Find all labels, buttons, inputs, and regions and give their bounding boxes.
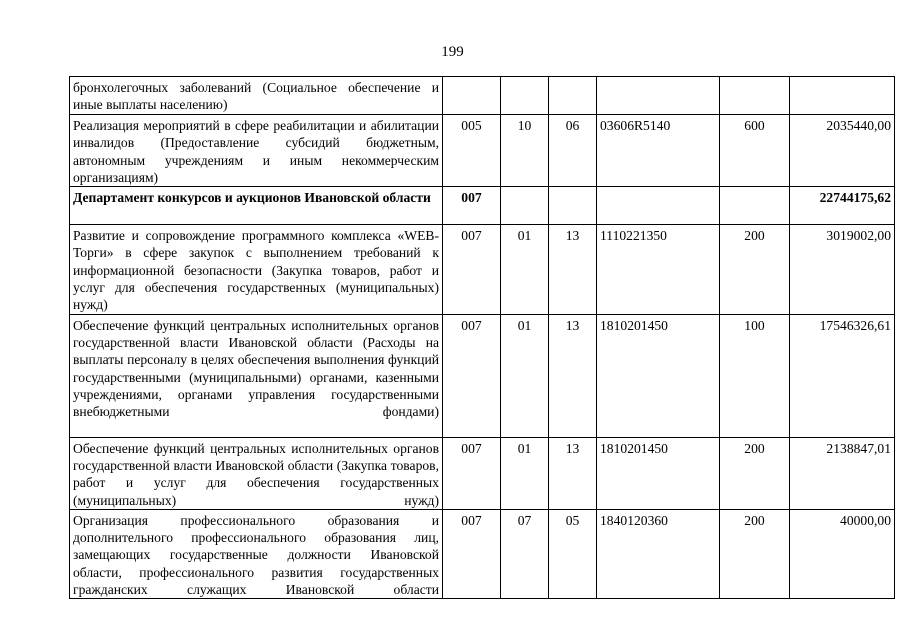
budget-table: [69, 76, 895, 599]
row-section-code: 10: [501, 115, 549, 187]
row-subsection-code: 13: [549, 314, 597, 437]
row-description: Развитие и сопровождение программного комплекса «WEB-Торги» в сфере закупок с выполнением требований к информационной безопасности (Закупка товаров, работ и услуг для обеспечения государственных (муниципальных) нужд): [70, 225, 443, 314]
row-target-code: 1810201450: [597, 437, 720, 509]
row-amount: 40000,00: [790, 509, 895, 598]
row-ministry-code: 007: [443, 225, 501, 314]
table-row: [70, 187, 895, 225]
row-amount: 17546326,61: [790, 314, 895, 437]
row-ministry-code: 007: [443, 509, 501, 598]
row-subsection-code: [549, 187, 597, 225]
row-target-code: 1810201450: [597, 314, 720, 437]
row-amount: 22744175,62: [790, 187, 895, 225]
row-description: бронхолегочных заболеваний (Социальное обеспечение и иные выплаты населению): [70, 77, 443, 115]
row-expense-type: 200: [720, 437, 790, 509]
row-expense-type: [720, 187, 790, 225]
row-amount: 2138847,01: [790, 437, 895, 509]
table-row: [70, 225, 895, 314]
row-amount: [790, 77, 895, 115]
row-target-code: 03606R5140: [597, 115, 720, 187]
row-subsection-code: 05: [549, 509, 597, 598]
row-ministry-code: 005: [443, 115, 501, 187]
row-expense-type: 600: [720, 115, 790, 187]
row-ministry-code: 007: [443, 437, 501, 509]
row-target-code: [597, 77, 720, 115]
row-subsection-code: [549, 77, 597, 115]
row-section-code: 01: [501, 437, 549, 509]
row-section-code: 07: [501, 509, 549, 598]
row-subsection-code: 06: [549, 115, 597, 187]
table-row: [70, 314, 895, 437]
table-row: [70, 437, 895, 509]
row-subsection-code: 13: [549, 437, 597, 509]
row-section-code: [501, 77, 549, 115]
row-target-code: [597, 187, 720, 225]
row-section-code: 01: [501, 314, 549, 437]
table-row: [70, 77, 895, 115]
row-section-code: 01: [501, 225, 549, 314]
row-description: Организация профессионального образования и дополнительного профессионального образования лиц, замещающих государственные должности Ивановской области, профессионального развития государственных гражданских служащих Ивановской области: [70, 509, 443, 598]
row-target-code: 1840120360: [597, 509, 720, 598]
row-amount: 2035440,00: [790, 115, 895, 187]
table-row: [70, 115, 895, 187]
row-description: Департамент конкурсов и аукционов Ивановской области: [70, 187, 443, 225]
table-row: [70, 509, 895, 598]
row-section-code: [501, 187, 549, 225]
row-ministry-code: 007: [443, 314, 501, 437]
row-expense-type: 100: [720, 314, 790, 437]
row-description: Обеспечение функций центральных исполнительных органов государственной власти Ивановской области (Закупка товаров, работ и услуг для обеспечения государственных (муниципальных) нужд): [70, 437, 443, 509]
page-number: 199: [441, 44, 464, 60]
row-description: Реализация мероприятий в сфере реабилитации и абилитации инвалидов (Предоставление субсидий бюджетным, автономным учреждениям и иным некоммерческим организациям): [70, 115, 443, 187]
row-subsection-code: 13: [549, 225, 597, 314]
row-target-code: 1110221350: [597, 225, 720, 314]
row-expense-type: 200: [720, 509, 790, 598]
row-expense-type: 200: [720, 225, 790, 314]
row-amount: 3019002,00: [790, 225, 895, 314]
row-expense-type: [720, 77, 790, 115]
row-ministry-code: [443, 77, 501, 115]
row-description: Обеспечение функций центральных исполнительных органов государственной власти Ивановской области (Расходы на выплаты персоналу в целях обеспечения выполнения функций государственными (муниципальными) органами, казенными учреждениями, органами управления государственными внебюджетными фондами): [70, 314, 443, 437]
row-ministry-code: 007: [443, 187, 501, 225]
